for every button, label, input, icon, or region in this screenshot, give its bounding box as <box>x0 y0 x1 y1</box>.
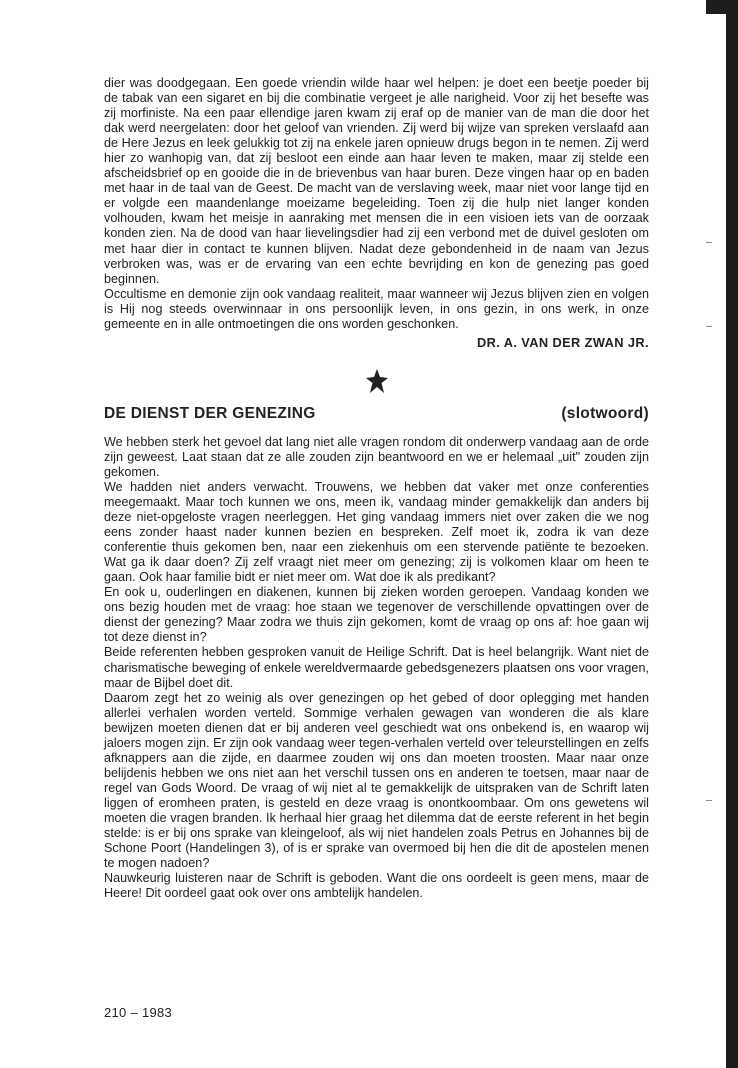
article-continuation <box>104 76 649 351</box>
margin-tick <box>706 242 712 243</box>
section-title: DE DIENST DER GENEZING <box>104 404 316 422</box>
body-paragraph: We hadden niet anders verwacht. Trouwens, we hebben dat vaker met onze conferenties meegemaakt. Maar toch kunnen we ons, meen ik, vandaag minder gemakkelijk dan anders bij deze niet-opgeloste vragen neerleggen. Het ging vandaag immers niet over zaken die we nog eens zonder haast nader kunnen bezien en bespreken. Zelf moet ik, zodra ik van deze conferentie thuis gekomen ben, naar een ziekenhuis om een stervende patiënte te bezoeken. Wat ga ik daar doen? Zij zelf vraagt niet meer om genezing; zij is volkomen klaar om heen te gaan. Ook haar familie bidt er niet meer om. Wat doe ik als predikant? <box>104 479 649 585</box>
margin-tick <box>706 326 712 327</box>
body-paragraph: Nauwkeurig luisteren naar de Schrift is geboden. Want die ons oordeelt is geen mens, maar de Heere! Dit oordeel gaat ook over ons ambtelijk handelen. <box>104 871 649 901</box>
body-paragraph: Daarom zegt het zo weinig als over genezingen op het gebed of door oplegging met handen allerlei verhalen worden verteld. Sommige verhalen gewagen van wonderen die als klare bewijzen moeten dienen dat er bij anderen veel geschiedt wat ons onbekend is, en waarop wij jaloers mogen zijn. Er zijn ook vandaag weer tegen-verhalen verteld over teleurstellingen en zelfs afknappers aan die zijde, en daarmee zouden wij ons dan moeten troosten. Maar naar onze belijdenis hebben we ons niet aan het verschil tussen ons en anderen te toetsen, maar naar de regel van Gods Woord. De vraag of wij niet al te gemakkelijk de uitspraken van de Schrift laten liggen of eromheen praten, is gesteld en deze vraag is onontkoombaar. Om ons gewetens wil moeten die vragen branden. Ik herhaal hier graag het dilemma dat de eerste referent in het begin stelde: is er bij ons sprake van kleingeloof, als wij niet handelen zoals Petrus en Johannes bij de Schone Poort (Handelingen 3), of is er sprake van overmoed bij hen die dit de apostelen menen te mogen nadoen? <box>104 690 649 871</box>
body-paragraph: En ook u, ouderlingen en diakenen, kunnen bij zieken worden geroepen. Vandaag konden we ons bezig houden met de vraag: hoe staan we tegenover de verschillende opvattingen over de dienst der genezing? Maar zodra we thuis zijn gekomen, komt de vraag op ons af: hoe gaan wij tot deze dienst in? <box>104 585 649 645</box>
star-ornament-icon <box>366 369 388 393</box>
section-subtitle: (slotwoord) <box>561 404 649 422</box>
section-heading <box>104 405 649 423</box>
scan-page-edge-top <box>706 0 726 14</box>
section-divider <box>104 369 649 399</box>
text-column <box>104 76 649 901</box>
margin-tick <box>706 800 712 801</box>
scan-page-edge <box>726 0 738 1068</box>
body-paragraph: Beide referenten hebben gesproken vanuit de Heilige Schrift. Dat is heel belangrijk. Want niet de charismatische beweging of enkele wereldvermaarde gebedsgenezers plaatsen ons voor vragen, maar de Bijbel doet dit. <box>104 645 649 690</box>
author-signature: DR. A. VAN DER ZWAN JR. <box>476 334 649 350</box>
body-paragraph: Occultisme en demonie zijn ook vandaag realiteit, maar wanneer wij Jezus blijven zien en volgen is Hij nog steeds overwinnaar in ons persoonlijk leven, in ons gezin, in ons werk, in onze gemeente en in alle ontmoetingen die ons worden geschonken. <box>104 286 649 331</box>
body-paragraph: dier was doodgegaan. Een goede vriendin wilde haar wel helpen: je doet een beetje poeder bij de tabak van een sigaret en bij die combinatie vergeet je alle narigheid. Voor zij het besefte was zij morfiniste. Na een paar ellendige jaren kwam zij eraf op de manier van de man die door het dak werd neergelaten: door het geloof van vrienden. Zij werd bij wijze van spreken verslaafd aan de Here Jezus en leek gelukkig tot zij na enkele jaren opnieuw drugs begon in te nemen. Zij werd hier zo wanhopig van, dat zij besloot een einde aan haar leven te maken, maar zij stelde een afscheidsbrief op en gooide die in de brievenbus van haar buren. Deze vingen haar op en baden met haar in de taal van de Geest. De macht van de verslaving week, maar niet voor lange tijd en er volgde een maandenlange moeizame begeleiding. Toen zij die hulp niet langer konden volhouden, kwam het meisje in aanraking met mensen die in een visioen iets van de oorzaak konden zien. Na de dood van haar lievelingsdier had zij een verbond met de duivel gesloten om met haar dier in contact te kunnen blijven. Nadat deze gebondenheid in de naam van Jezus verbroken was, was er de ervaring van een echte bevrijding en kon de genezing pas goed beginnen. <box>104 76 649 286</box>
body-paragraph: We hebben sterk het gevoel dat lang niet alle vragen rondom dit onderwerp vandaag aan de orde zijn geweest. Laat staan dat ze alle zouden zijn beantwoord en we er helemaal „uit" zouden zijn gekomen. <box>104 434 649 479</box>
article-dienst-der-genezing <box>104 405 649 901</box>
page-number: 210 – 1983 <box>104 1005 173 1020</box>
